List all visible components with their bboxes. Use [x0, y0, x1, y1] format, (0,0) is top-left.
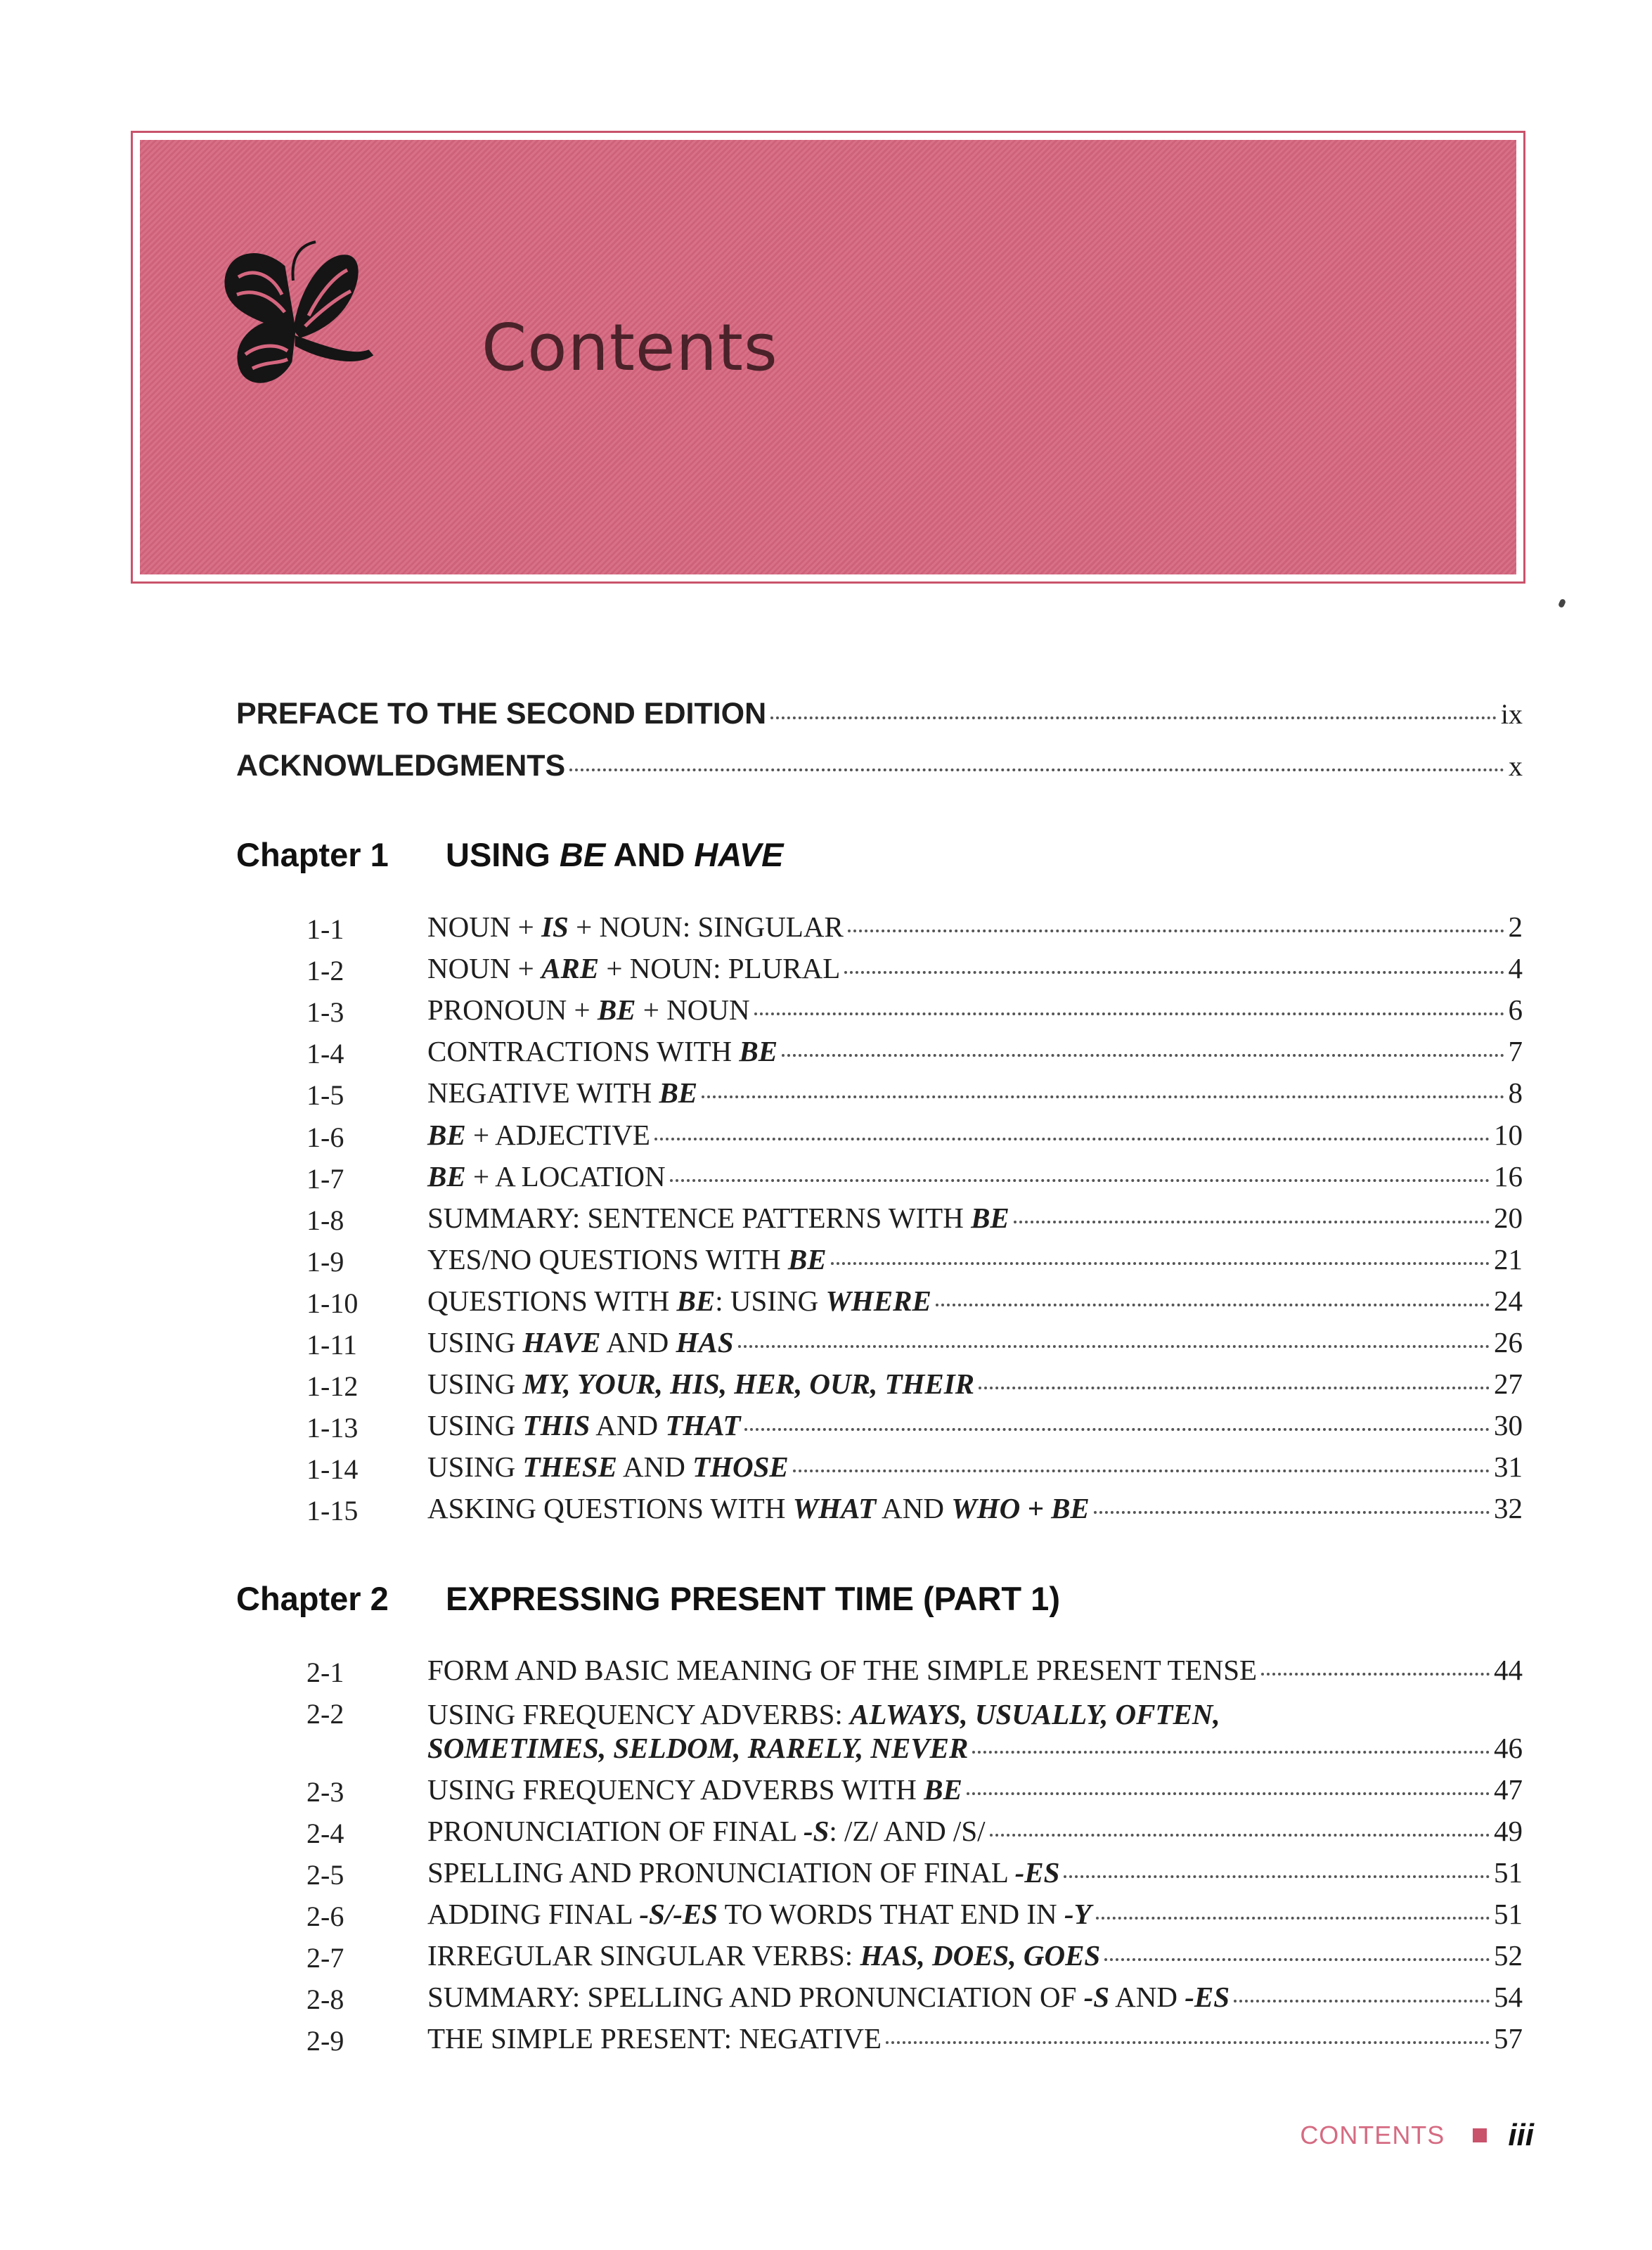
- banner-fill: [140, 140, 1516, 574]
- dot-leader: [569, 769, 1504, 771]
- page-number: 46: [1494, 1732, 1523, 1764]
- section-number: 1-13: [306, 1412, 359, 1444]
- page-number: 51: [1494, 1856, 1523, 1889]
- page-number: 26: [1494, 1326, 1523, 1358]
- dot-leader: [770, 716, 1497, 719]
- page-number: 24: [1494, 1285, 1523, 1317]
- page-number: 49: [1494, 1815, 1523, 1847]
- toc-entry-preface[interactable]: [236, 699, 1523, 729]
- toc-entry[interactable]: NEGATIVE WITH BE 8: [427, 1076, 1523, 1109]
- section-number: 2-2: [306, 1698, 344, 1730]
- toc-entry[interactable]: USING MY, YOUR, HIS, HER, OUR, THEIR 27: [427, 1368, 1523, 1400]
- section-number: 2-9: [306, 2025, 344, 2057]
- toc-entry[interactable]: FORM AND BASIC MEANING OF THE SIMPLE PRESENT TENSE 44: [427, 1654, 1523, 1686]
- page-number: 52: [1494, 1939, 1523, 1972]
- toc-entry[interactable]: NOUN + IS + NOUN: SINGULAR 2: [427, 911, 1523, 943]
- section-number: 1-6: [306, 1121, 344, 1153]
- page-number: 32: [1494, 1492, 1523, 1524]
- page-number: ix: [1500, 698, 1523, 730]
- page-title: Contents: [482, 310, 778, 385]
- toc-entry[interactable]: QUESTIONS WITH BE: USING WHERE 24: [427, 1285, 1523, 1317]
- toc-entry[interactable]: SOMETIMES, SELDOM, RARELY, NEVER 46: [427, 1732, 1523, 1764]
- section-number: 1-9: [306, 1246, 344, 1278]
- entry-title: PREFACE TO THE SECOND EDITION: [236, 697, 767, 731]
- toc-entry[interactable]: SUMMARY: SENTENCE PATTERNS WITH BE 20: [427, 1202, 1523, 1234]
- page-number: 7: [1508, 1035, 1523, 1067]
- section-number: 1-2: [306, 955, 344, 986]
- toc-entry[interactable]: BE + ADJECTIVE 10: [427, 1119, 1523, 1151]
- toc-entry[interactable]: PRONUNCIATION OF FINAL -S: /Z/ AND /S/ 49: [427, 1815, 1523, 1847]
- page-number: 8: [1508, 1076, 1523, 1109]
- toc-entry[interactable]: IRREGULAR SINGULAR VERBS: HAS, DOES, GOES 52: [427, 1939, 1523, 1972]
- section-number: 1-4: [306, 1038, 344, 1069]
- entry-title: ACKNOWLEDGMENTS: [236, 749, 566, 783]
- section-number: 2-4: [306, 1818, 344, 1849]
- page-number: 27: [1494, 1368, 1523, 1400]
- page-number: 10: [1494, 1119, 1523, 1151]
- page-number: 47: [1494, 1773, 1523, 1806]
- chapter-label: Chapter 2: [236, 1580, 389, 1617]
- toc-entry[interactable]: YES/NO QUESTIONS WITH BE 21: [427, 1243, 1523, 1275]
- toc-entry[interactable]: CONTRACTIONS WITH BE 7: [427, 1035, 1523, 1067]
- toc-entry[interactable]: THE SIMPLE PRESENT: NEGATIVE 57: [427, 2022, 1523, 2055]
- butterfly-icon: [217, 238, 379, 400]
- page-number: 4: [1508, 952, 1523, 984]
- section-number: 1-14: [306, 1453, 359, 1485]
- toc-entry-acknowledgments[interactable]: [236, 751, 1523, 781]
- toc-entry[interactable]: ASKING QUESTIONS WITH WHAT AND WHO + BE 32: [427, 1492, 1523, 1524]
- section-number: 1-15: [306, 1495, 359, 1526]
- page-number: 6: [1508, 994, 1523, 1026]
- toc-entry[interactable]: ADDING FINAL -S/-ES TO WORDS THAT END IN -Y 51: [427, 1898, 1523, 1930]
- section-number: 2-7: [306, 1942, 344, 1974]
- chapter-title: USING BE AND HAVE: [446, 836, 784, 873]
- print-speck: [1558, 598, 1566, 608]
- section-number: 1-10: [306, 1287, 359, 1319]
- section-number: 1-3: [306, 996, 344, 1028]
- toc-entry[interactable]: USING THIS AND THAT 30: [427, 1409, 1523, 1441]
- page-number: 54: [1494, 1981, 1523, 2013]
- footer-page-number: iii: [1508, 2118, 1534, 2152]
- toc-entry[interactable]: USING THESE AND THOSE 31: [427, 1451, 1523, 1483]
- footer-label: CONTENTS: [1300, 2121, 1445, 2149]
- toc-entry[interactable]: SPELLING AND PRONUNCIATION OF FINAL -ES 51: [427, 1856, 1523, 1889]
- chapter-title: EXPRESSING PRESENT TIME (PART 1): [446, 1580, 1060, 1617]
- section-number: 1-5: [306, 1079, 344, 1111]
- chapter-label: Chapter 1: [236, 836, 389, 873]
- page-number: 20: [1494, 1202, 1523, 1234]
- section-number: 1-8: [306, 1204, 344, 1236]
- section-number: 2-8: [306, 1984, 344, 2015]
- section-number: 1-7: [306, 1163, 344, 1195]
- page-number: 21: [1494, 1243, 1523, 1275]
- page-number: 44: [1494, 1654, 1523, 1686]
- toc-entry[interactable]: USING HAVE AND HAS 26: [427, 1326, 1523, 1358]
- page-number: 57: [1494, 2022, 1523, 2055]
- toc-entry[interactable]: PRONOUN + BE + NOUN 6: [427, 994, 1523, 1026]
- contents-banner: [131, 131, 1525, 584]
- section-number: 1-1: [306, 913, 344, 945]
- toc-entry[interactable]: SUMMARY: SPELLING AND PRONUNCIATION OF -S AND -ES 54: [427, 1981, 1523, 2013]
- page-number: 30: [1494, 1409, 1523, 1441]
- toc-entry[interactable]: NOUN + ARE + NOUN: PLURAL 4: [427, 952, 1523, 984]
- chapter-heading-2[interactable]: [236, 1579, 1060, 1618]
- section-number: 1-12: [306, 1370, 359, 1402]
- page-number: 51: [1494, 1898, 1523, 1930]
- square-bullet-icon: [1473, 2128, 1487, 2142]
- section-number: 2-6: [306, 1901, 344, 1932]
- page-footer: [1300, 2118, 1534, 2153]
- toc-entry[interactable]: USING FREQUENCY ADVERBS WITH BE 47: [427, 1773, 1523, 1806]
- page-number: 2: [1508, 911, 1523, 943]
- page-number: 31: [1494, 1451, 1523, 1483]
- section-number: 2-3: [306, 1776, 344, 1808]
- toc-entry[interactable]: BE + A LOCATION 16: [427, 1160, 1523, 1192]
- section-number: 1-11: [306, 1329, 357, 1361]
- section-number: 2-5: [306, 1859, 344, 1891]
- toc-entry-line1[interactable]: USING FREQUENCY ADVERBS: ALWAYS, USUALLY, OFTEN,: [427, 1698, 1220, 1730]
- page-number: x: [1509, 750, 1523, 782]
- chapter-heading-1[interactable]: [236, 835, 784, 874]
- page-number: 16: [1494, 1160, 1523, 1192]
- section-number: 2-1: [306, 1657, 344, 1688]
